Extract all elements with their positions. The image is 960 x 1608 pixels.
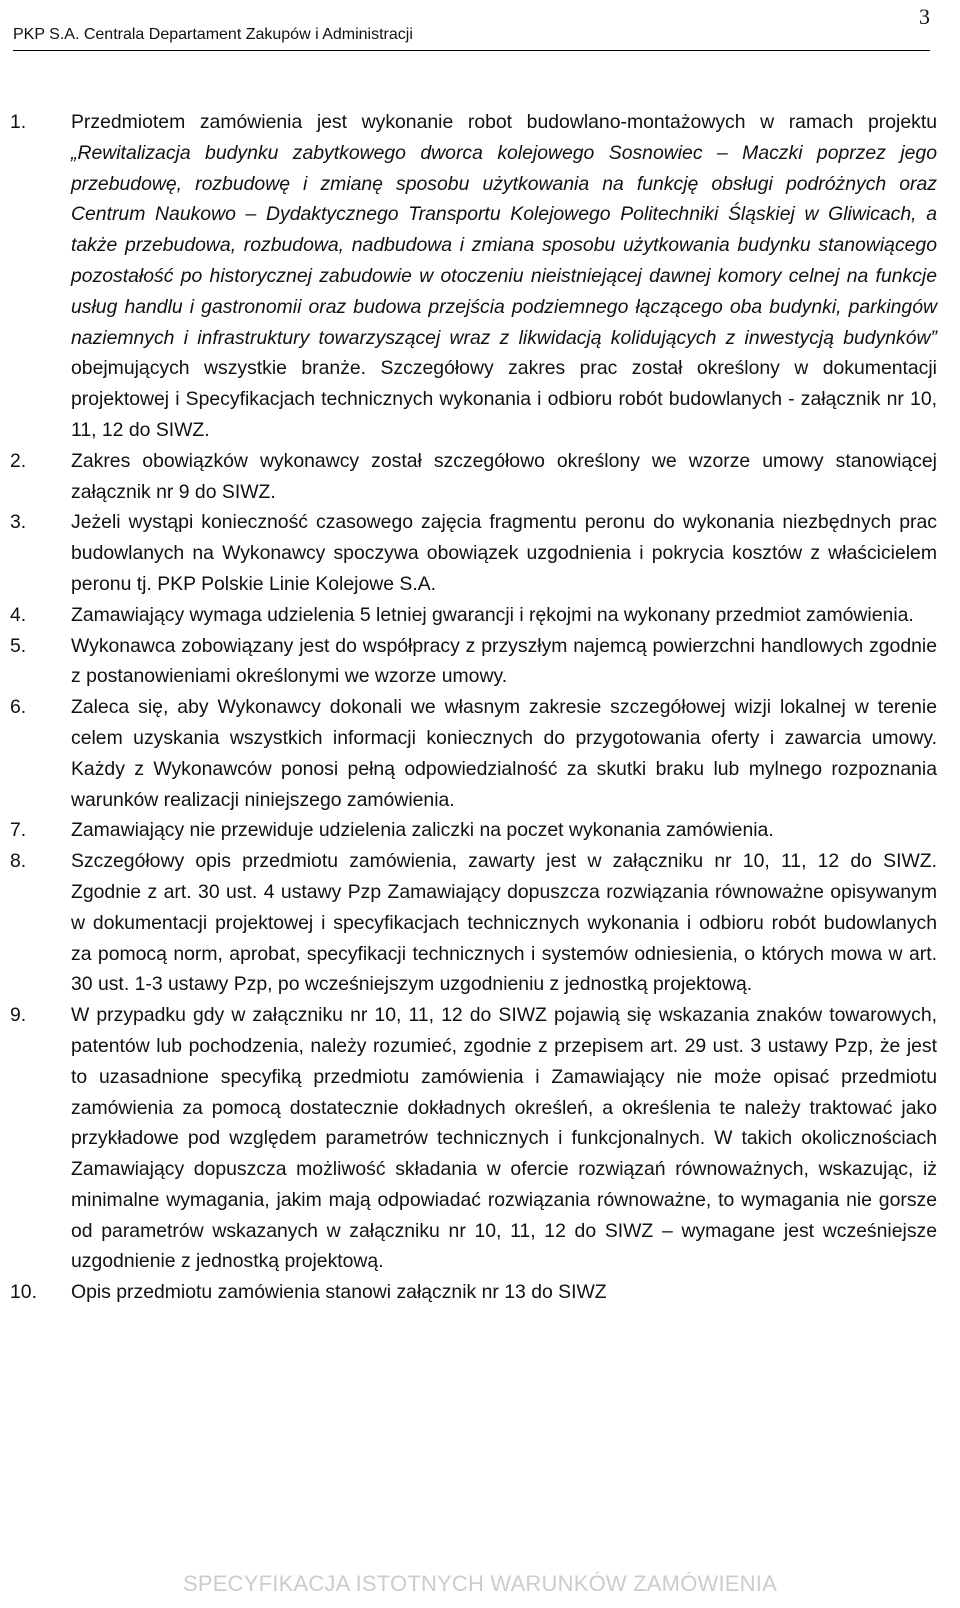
item-text-segment: obejmujących wszystkie branże. Szczegółowy zakres prac został określony w dokumentacji projektowej i Specyfikacjach technicznych wykonania i odbioru robót budowlanych - załącznik nr 10, 11, 12 do SIWZ. <box>71 357 937 441</box>
list-item <box>10 815 937 846</box>
item-text: W przypadku gdy w załączniku nr 10, 11, 12 do SIWZ pojawią się wskazania znaków towarowych, patentów lub pochodzenia, należy rozumieć, zgodnie z przepisem art. 29 ust. 3 ustawy Pzp, że jest to uzasadnione specyfiką przedmiotu zamówienia i Zamawiający nie może opisać przedmiotu zamówienia za pomocą dostatecznie dokładnych określeń, a określenia te należy traktować jako przykładowe pod względem parametrów technicznych i funkcjonalnych. W takich okolicznościach Zamawiający dopuszcza możliwość składania w ofercie rozwiązań równoważnych, wskazując, iż minimalne wymagania, jakim mają odpowiadać rozwiązania równoważne, to wymagania nie gorsze od parametrów wskazanych w załączniku nr 10, 11, 12 do SIWZ – wymagane jest wcześniejsze uzgodnienie z jednostką projektową. <box>71 1004 937 1273</box>
item-text: Zamawiający wymaga udzielenia 5 letniej gwarancji i rękojmi na wykonany przedmiot zamówienia. <box>71 603 914 626</box>
list-item <box>10 600 937 631</box>
item-number: 2. <box>10 449 27 472</box>
list-item <box>10 692 937 815</box>
item-text: Wykonawca zobowiązany jest do współpracy z przyszłym najemcą powierzchni handlowych zgodnie z postanowieniami określonymi we wzorze umowy. <box>71 634 937 688</box>
list-item <box>10 446 937 508</box>
item-number: 6. <box>10 696 27 719</box>
list-item <box>10 507 937 599</box>
list-item <box>10 1277 937 1308</box>
item-text: Opis przedmiotu zamówienia stanowi załącznik nr 13 do SIWZ <box>71 1281 607 1304</box>
item-text: Jeżeli wystąpi konieczność czasowego zajęcia fragmentu peronu do wykonania niezbędnych prac budowlanych na Wykonawcy spoczywa obowiązek uzgodnienia i pokrycia kosztów z właścicielem peronu tj. PKP Polskie Linie Kolejowe S.A. <box>71 511 937 595</box>
item-text <box>71 107 937 446</box>
item-text-segment: Przedmiotem zamówienia jest wykonanie robot budowlano-montażowych w ramach projektu <box>71 111 937 133</box>
item-number: 7. <box>10 819 27 842</box>
item-text: Szczegółowy opis przedmiotu zamówienia, zawarty jest w załączniku nr 10, 11, 12 do SIWZ. Zgodnie z art. 30 ust. 4 ustawy Pzp Zamawiający dopuszcza rozwiązania równoważne opisywanym w dokumentacji projektowej i specyfikacjach technicznych wykonania i odbioru robót budowlanych za pomocą norm, aprobat, specyfikacji technicznych i systemów odniesienia, o których mowa w art. 30 ust. 1-3 ustawy Pzp, po wcześniejszym uzgodnieniu z jednostką projektową. <box>71 850 937 996</box>
project-name-italic: „Rewitalizacja budynku zabytkowego dworca kolejowego Sosnowiec – Maczki poprzez jego przebudowę, rozbudowę i zmianę sposobu użytkowania na funkcję obsługi podróżnych oraz Centrum Naukowo – Dydaktycznego Transportu Kolejowego Politechniki Śląskiej w Gliwicach, a także przebudowa, rozbudowa, nadbudowa i zmiana sposobu użytkowania budynku stanowiącego pozostałość po historycznej zabudowie w otoczeniu nieistniejącej dawnej komory celnej na funkcje usług handlu i gastronomii oraz budowa przejścia podziemnego łączącego oba budynki, parkingów naziemnych i infrastruktury towarzyszącej wraz z likwidacją kolidujących z inwestycją budynków” <box>71 141 937 349</box>
list-item <box>10 1000 937 1277</box>
item-text: Zakres obowiązków wykonawcy został szczegółowo określony we wzorze umowy stanowiącej załącznik nr 9 do SIWZ. <box>71 449 937 503</box>
item-number: 9. <box>10 1004 27 1027</box>
item-text: Zamawiający nie przewiduje udzielenia zaliczki na poczet wykonania zamówienia. <box>71 819 774 842</box>
list-item <box>10 631 937 693</box>
item-number: 5. <box>10 634 27 657</box>
document-body <box>10 107 937 1308</box>
item-number: 4. <box>10 603 27 626</box>
item-number: 10. <box>10 1281 37 1304</box>
page-footer: SPECYFIKACJA ISTOTNYCH WARUNKÓW ZAMÓWIENIA <box>183 1571 777 1596</box>
list-item <box>10 107 937 446</box>
page-number: 3 <box>919 4 930 29</box>
item-text: Zaleca się, aby Wykonawcy dokonali we własnym zakresie szczegółowej wizji lokalnej w terenie celem uzyskania wszystkich informacji koniecznych do przygotowania oferty i zawarcia umowy. Każdy z Wykonawców ponosi pełną odpowiedzialność za skutki braku lub mylnego rozpoznania warunków realizacji niniejszego zamówienia. <box>71 696 937 811</box>
item-number: 3. <box>10 511 27 534</box>
item-number: 1. <box>10 111 27 133</box>
item-number: 8. <box>10 850 27 873</box>
header-title: PKP S.A. Centrala Departament Zakupów i Administracji <box>13 26 413 43</box>
page-header <box>13 4 930 51</box>
list-item <box>10 846 937 1000</box>
